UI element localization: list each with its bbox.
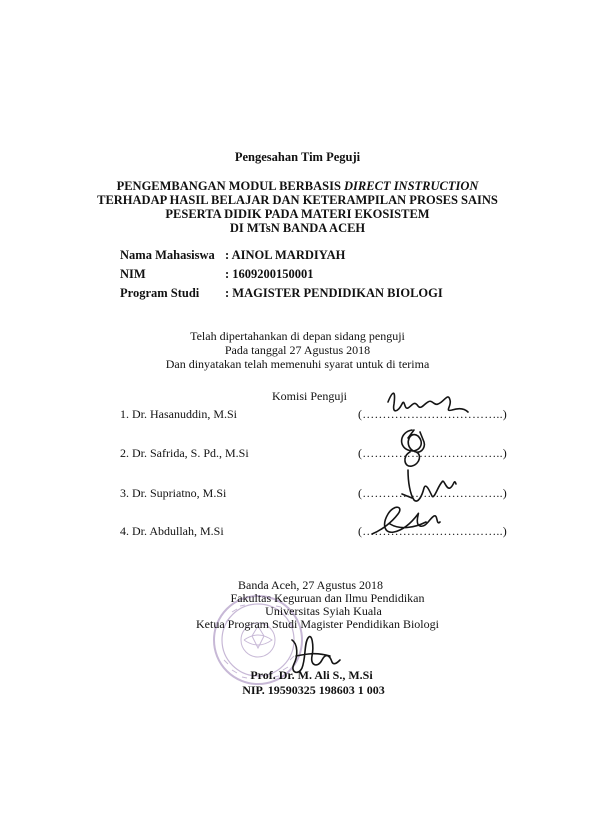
committee-title: Komisi Penguji <box>271 389 347 403</box>
page-heading: Pengesahan Tim Peguji <box>234 150 361 164</box>
student-name-value: : AINOL MARDIYAH <box>225 248 346 262</box>
signature-examiner-2 <box>402 430 425 466</box>
title-line-3: PESERTA DIDIK PADA MATERI EKOSISTEM <box>165 207 430 221</box>
signature-examiner-1 <box>388 393 468 412</box>
title-line-4: DI MTsN BANDA ACEH <box>229 221 366 235</box>
title-line-1-italic: DIRECT INSTRUCTION <box>344 179 479 193</box>
head-nip: NIP. 19590325 198603 1 003 <box>242 683 385 697</box>
program-value: : MAGISTER PENDIDIKAN BIOLOGI <box>225 286 443 300</box>
defense-line-3: Dan dinyatakan telah memenuhi syarat untuk di terima <box>165 357 430 371</box>
head-position: Ketua Program Studi Magister Pendidikan Biologi <box>196 617 439 631</box>
nim-label: NIM <box>120 267 146 281</box>
defense-line-1: Telah dipertahankan di depan sidang penguji <box>190 329 405 343</box>
program-label: Program Studi <box>120 286 200 300</box>
examiner-1-name: 1. Dr. Hasanuddin, M.Si <box>120 407 237 421</box>
nim-value: : 1609200150001 <box>225 267 314 281</box>
student-name-label: Nama Mahasiswa <box>120 248 215 262</box>
signature-examiner-4 <box>372 507 440 534</box>
head-name: Prof. Dr. M. Ali S., M.Si <box>250 668 373 682</box>
title-line-1-text: PENGEMBANGAN MODUL BERBASIS <box>116 179 345 193</box>
examiner-3-sign-line: (……………………………..) <box>358 486 507 500</box>
signature-head <box>292 637 340 673</box>
examiner-4-sign-line: (……………………………..) <box>358 524 507 538</box>
place-date: Banda Aceh, 27 Agustus 2018 <box>238 578 383 592</box>
examiner-2-name: 2. Dr. Safrida, S. Pd., M.Si <box>120 446 249 460</box>
defense-line-2: Pada tanggal 27 Agustus 2018 <box>224 343 371 357</box>
faculty-name: Fakultas Keguruan dan Ilmu Pendidikan <box>230 591 425 605</box>
title-line-2: TERHADAP HASIL BELAJAR DAN KETERAMPILAN PROSES SAINS <box>97 193 498 207</box>
examiner-4-name: 4. Dr. Abdullah, M.Si <box>120 524 224 538</box>
examiner-3-name: 3. Dr. Supriatno, M.Si <box>120 486 227 500</box>
examiner-1-sign-line: (……………………………..) <box>358 407 507 421</box>
signature-examiner-3 <box>402 470 456 501</box>
university-name: Universitas Syiah Kuala <box>265 604 382 618</box>
examiner-2-sign-line: (……………………………..) <box>358 446 507 460</box>
